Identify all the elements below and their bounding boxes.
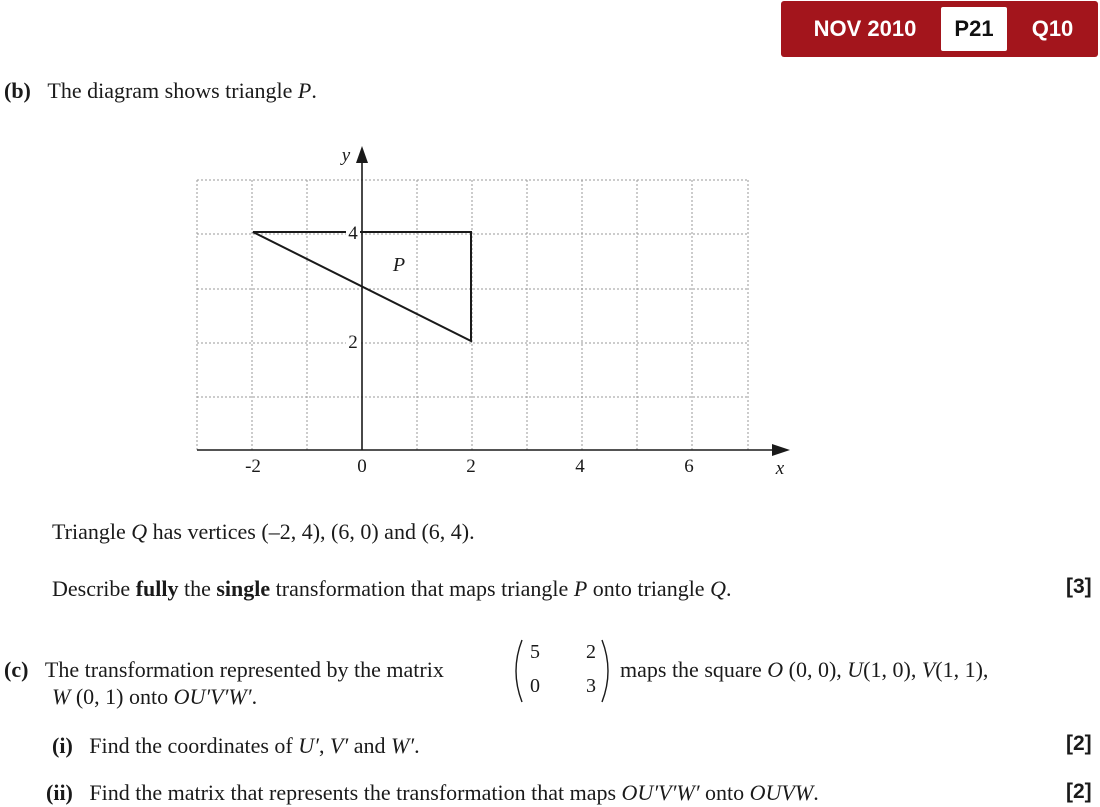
x-tick-label: 0 <box>357 456 367 477</box>
pt-o-coord: (0, 0), <box>783 657 848 682</box>
d8: . <box>725 576 732 601</box>
ci2: , <box>318 733 330 758</box>
badge-session: NOV 2010 <box>813 16 917 41</box>
c-suffix: maps the square <box>620 657 768 682</box>
y-axis-label: y <box>341 145 351 166</box>
pt-u-coord: (1, 0), <box>863 657 922 682</box>
x-axis-label: x <box>775 458 785 479</box>
ci6: . <box>414 733 420 758</box>
pt-v-coord: (1, 1), <box>935 657 989 682</box>
q-text-var: Q <box>131 519 148 544</box>
badge-paper: P21 <box>941 7 1007 51</box>
c-ii-label: (ii) <box>46 780 73 805</box>
d7: Q <box>710 576 726 601</box>
ci1: U′ <box>298 733 319 758</box>
part-c-label: (c) <box>4 657 29 682</box>
part-c-line1 <box>4 657 444 683</box>
d1: fully <box>135 576 179 601</box>
part-c-i <box>52 733 420 759</box>
matrix-c: 0 <box>530 675 540 697</box>
axis-labels <box>245 145 785 479</box>
pt-w-coord: (0, 1) onto <box>70 684 174 709</box>
line2-end: . <box>251 684 258 709</box>
part-c-ii-marks: [2] <box>1066 780 1092 803</box>
q-text-0: Triangle <box>52 519 132 544</box>
cii2: onto <box>699 780 750 805</box>
image-square: OU′V′W′ <box>173 684 252 709</box>
d2: the <box>178 576 217 601</box>
cii4: . <box>813 780 819 805</box>
d3: single <box>216 576 271 601</box>
q-text-2: has vertices (–2, 4), (6, 0) and (6, 4). <box>147 519 475 544</box>
pt-u: U <box>847 657 864 682</box>
pt-w: W <box>52 684 71 709</box>
intro-text: The diagram shows triangle <box>47 78 298 103</box>
transformation-matrix <box>508 636 616 706</box>
ci5: W′ <box>390 733 415 758</box>
describe-line <box>52 576 731 602</box>
matrix-b: 2 <box>586 641 596 663</box>
axes <box>197 146 790 456</box>
x-tick-label: 4 <box>575 456 585 477</box>
x-tick-label: 6 <box>684 456 694 477</box>
ci0: Find the coordinates of <box>89 733 299 758</box>
cii3: OUVW <box>749 780 814 805</box>
triangle-q-line <box>52 519 475 545</box>
ci4: and <box>348 733 391 758</box>
pt-v: V <box>921 657 936 682</box>
y-tick-label: 2 <box>348 332 358 353</box>
d6: onto triangle <box>587 576 711 601</box>
part-c-line2 <box>52 684 257 710</box>
y-axis-arrow <box>356 146 368 163</box>
x-tick-label: -2 <box>245 456 261 477</box>
d4: transformation that maps triangle <box>270 576 574 601</box>
d5: P <box>573 576 588 601</box>
ci3: V′ <box>329 733 349 758</box>
badge-question: Q10 <box>1031 16 1074 41</box>
matrix-brackets <box>508 636 616 706</box>
matrix-d: 3 <box>586 675 596 697</box>
part-c-line1-suffix <box>620 657 988 683</box>
c-i-label: (i) <box>52 733 73 758</box>
part-b-marks: [3] <box>1066 575 1092 598</box>
matrix-a: 5 <box>530 641 540 663</box>
d0: Describe <box>52 576 136 601</box>
triangle-label: P <box>392 254 406 276</box>
x-axis-arrow <box>772 444 790 456</box>
part-b-label: (b) <box>4 78 31 103</box>
grid <box>197 180 748 450</box>
intro-suffix: . <box>311 78 317 103</box>
y-tick-label: 4 <box>348 223 358 244</box>
pt-o: O <box>767 657 784 682</box>
intro-var: P <box>297 78 312 103</box>
x-tick-label: 2 <box>466 456 476 477</box>
part-c-i-marks: [2] <box>1066 732 1092 755</box>
cii1: OU′V′W′ <box>621 780 700 805</box>
part-c-ii <box>46 780 819 806</box>
c-line1-prefix: The transformation represented by the matrix <box>44 657 444 682</box>
cii0: Find the matrix that represents the transformation that maps <box>89 780 622 805</box>
